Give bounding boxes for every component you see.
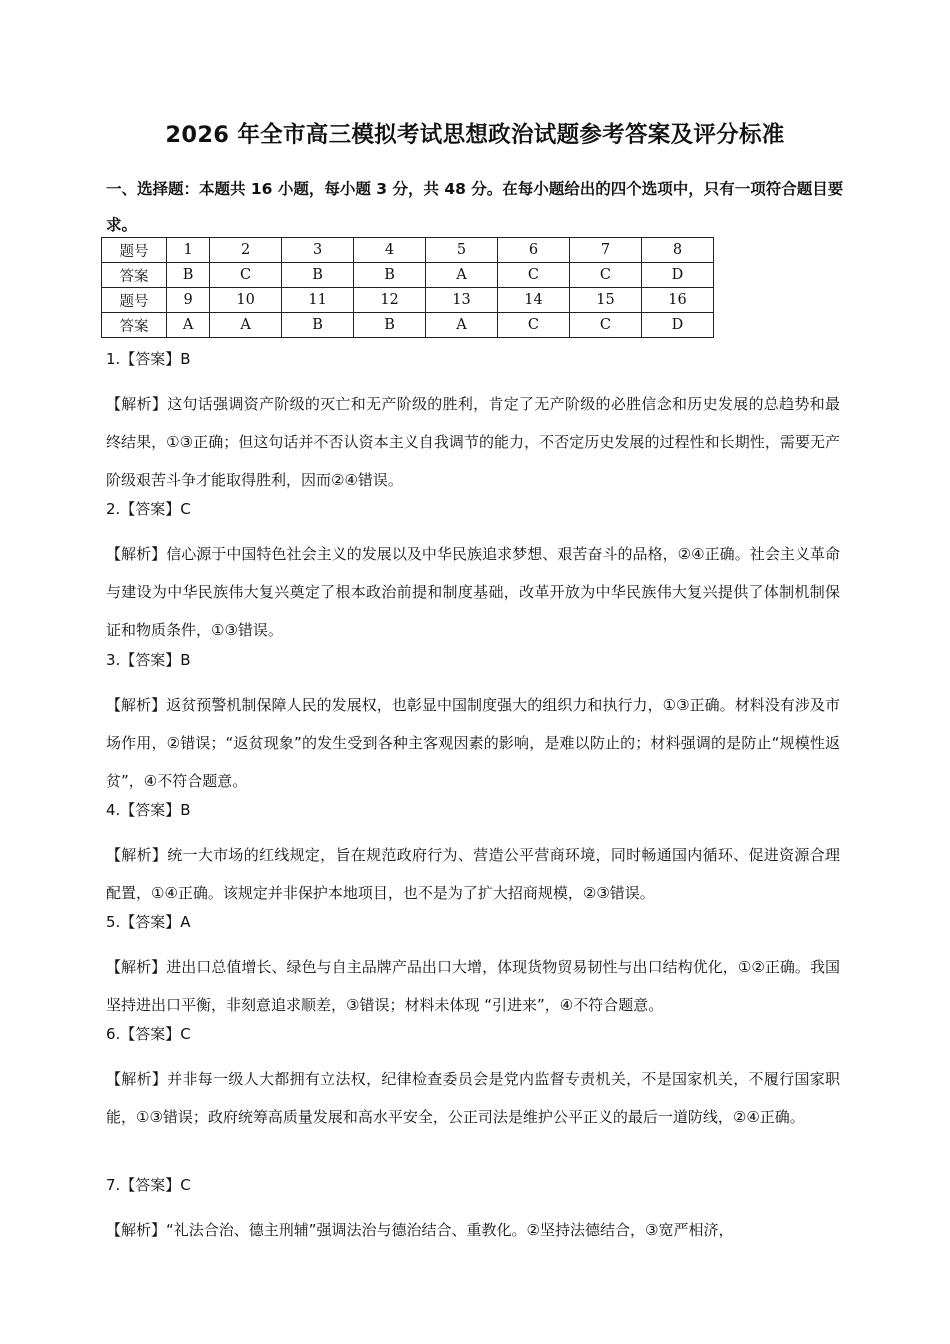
answer-table-cell: 12: [354, 288, 426, 313]
analysis-text: 这句话强调资产阶级的灭亡和无产阶级的胜利，肯定了无产阶级的必胜信念和历史发展的总趋势和最终结果，①③正确；但这句话并不否认资本主义自我调节的能力，不否定历史发展的过程性和长期性，需要无产阶级艰苦斗争才能取得胜利，因而②④错误。: [106, 395, 840, 489]
answer-table-cell: B: [282, 313, 354, 338]
answer-table-cell: 16: [641, 288, 713, 313]
answer-table-cell: 8: [641, 238, 713, 263]
analysis-paragraph: [106, 385, 840, 499]
analysis-tag: 【解析】: [106, 395, 168, 413]
answer-table-cell: A: [426, 313, 498, 338]
answer-line: 4.【答案】B: [106, 801, 191, 819]
analysis-text: 进出口总值增长、绿色与自主品牌产品出口大增，体现货物贸易韧性与出口结构优化，①②正确。我国坚持进出口平衡，非刻意追求顺差，③错误；材料未体现 “引进来”，④不符合题意。: [106, 958, 840, 1014]
question-block: [106, 1174, 840, 1249]
answer-line: 3.【答案】B: [106, 651, 191, 669]
question-block: [106, 348, 840, 499]
answer-table-cell: A: [426, 263, 498, 288]
answer-table-cell: 6: [498, 238, 570, 263]
answer-table-cell: 3: [282, 238, 354, 263]
answer-table-cell: 14: [498, 288, 570, 313]
answer-table-cell: B: [354, 313, 426, 338]
answer-table-row: [102, 238, 714, 263]
analysis-tag: 【解析】: [106, 696, 167, 714]
answer-table-cell: C: [569, 263, 641, 288]
answer-table-row: [102, 263, 714, 288]
answer-table-cell: 11: [282, 288, 354, 313]
section-heading: 一、选择题：本题共 16 小题，每小题 3 分，共 48 分。在每小题给出的四个选项中，只有一项符合题目要求。: [106, 180, 844, 234]
answer-table-cell: C: [498, 313, 570, 338]
question-block: [106, 498, 840, 649]
answer-line: 7.【答案】C: [106, 1176, 191, 1194]
question-block: [106, 649, 840, 800]
answer-table-cell: D: [641, 263, 713, 288]
answer-table-cell: 10: [210, 288, 282, 313]
answer-table-cell: B: [354, 263, 426, 288]
analysis-tag: 【解析】: [106, 1070, 168, 1088]
answer-line: 5.【答案】A: [106, 913, 191, 931]
analysis-text: “礼法合治、德主刑辅”强调法治与德治结合、重教化。②坚持法德结合，③宽严相济，: [166, 1221, 734, 1239]
answer-table-cell: 5: [426, 238, 498, 263]
analysis-paragraph: [106, 836, 840, 912]
answer-table-cell: C: [498, 263, 570, 288]
answer-table-cell: A: [210, 313, 282, 338]
analysis-paragraph: [106, 1211, 840, 1249]
analysis-tag: 【解析】: [106, 958, 167, 976]
page-title: 2026 年全市高三模拟考试思想政治试题参考答案及评分标准: [165, 122, 785, 148]
answer-table-row: [102, 313, 714, 338]
answer-table-row-label: 答案: [102, 263, 167, 288]
answer-table-cell: 7: [569, 238, 641, 263]
answer-table-cell: D: [641, 313, 713, 338]
answer-table-cell: 2: [210, 238, 282, 263]
analysis-paragraph: [106, 948, 840, 1024]
answer-table-row-label: 题号: [102, 288, 167, 313]
answer-table-cell: 15: [569, 288, 641, 313]
answer-table-cell: A: [167, 313, 210, 338]
answer-table-cell: 4: [354, 238, 426, 263]
answer-table-cell: B: [282, 263, 354, 288]
analysis-paragraph: [106, 686, 840, 800]
answer-table-row-label: 题号: [102, 238, 167, 263]
analysis-text: 信心源于中国特色社会主义的发展以及中华民族追求梦想、艰苦奋斗的品格，②④正确。社会主义革命与建设为中华民族伟大复兴奠定了根本政治前提和制度基础，改革开放为中华民族伟大复兴提供了体制机制保证和物质条件，①③错误。: [106, 545, 840, 639]
analysis-text: 返贫预警机制保障人民的发展权，也彰显中国制度强大的组织力和执行力，①③正确。材料没有涉及市场作用，②错误；“返贫现象”的发生受到各种主客观因素的影响，是难以防止的；材料强调的是防止“规模性返贫”，④不符合题意。: [106, 696, 840, 790]
answer-line: 1.【答案】B: [106, 350, 191, 368]
answer-table-cell: C: [569, 313, 641, 338]
question-block: [106, 799, 840, 912]
analysis-text: 统一大市场的红线规定，旨在规范政府行为、营造公平营商环境，同时畅通国内循环、促进资源合理配置，①④正确。该规定并非保护本地项目，也不是为了扩大招商规模，②③错误。: [106, 846, 840, 902]
answer-table-cell: 13: [426, 288, 498, 313]
analysis-tag: 【解析】: [106, 846, 168, 864]
analysis-tag: 【解析】: [106, 1221, 167, 1239]
answer-table-row: [102, 288, 714, 313]
answer-line: 2.【答案】C: [106, 500, 191, 518]
answer-line: 6.【答案】C: [106, 1025, 191, 1043]
answer-table-row-label: 答案: [102, 313, 167, 338]
analysis-paragraph: [106, 1060, 840, 1136]
answer-table: [101, 237, 714, 338]
analysis-tag: 【解析】: [106, 545, 167, 563]
question-block: [106, 1023, 840, 1136]
question-block: [106, 911, 840, 1024]
answer-table-cell: 1: [167, 238, 210, 263]
analysis-text: 并非每一级人大都拥有立法权，纪律检查委员会是党内监督专责机关，不是国家机关，不履行国家职能，①③错误；政府统筹高质量发展和高水平安全，公正司法是维护公平正义的最后一道防线，②④正确。: [106, 1070, 840, 1126]
answer-table-cell: B: [167, 263, 210, 288]
answer-table-cell: 9: [167, 288, 210, 313]
answer-table-cell: C: [210, 263, 282, 288]
analysis-paragraph: [106, 535, 840, 649]
